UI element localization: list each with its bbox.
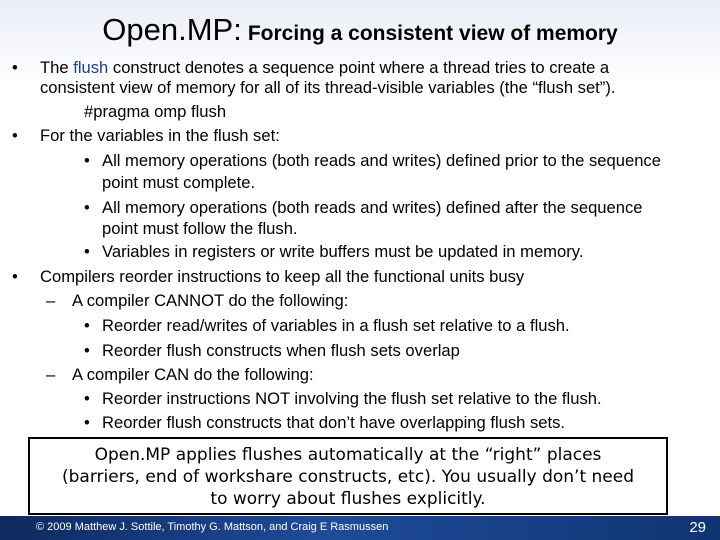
cannot-heading: A compiler CANNOT do the following:: [72, 291, 349, 310]
cannot-item-2: Reorder flush constructs when flush sets overlap: [102, 341, 460, 360]
can-heading: A compiler CAN do the following:: [72, 365, 314, 384]
sub-bullet-2-line-1: All memory operations (both reads and writes) defined after the sequence: [102, 198, 643, 217]
sub-bullet-3: Variables in registers or write buffers must be updated in memory.: [102, 242, 584, 261]
title-subtitle: Forcing a consistent view of memory: [247, 22, 618, 45]
sub-bullet-2-line-2: point must follow the flush.: [102, 219, 298, 238]
sub-bullet-marker: •: [84, 242, 90, 261]
bullet-marker: •: [12, 126, 18, 145]
callout-line-2: (barriers, end of workshare constructs, etc). You usually don’t need: [62, 467, 634, 487]
slide-title: [0, 12, 720, 48]
pragma-code: #pragma omp flush: [84, 102, 227, 121]
can-item-2: Reorder flush constructs that don’t have overlapping flush sets.: [102, 413, 566, 432]
cannot-item-1: Reorder read/writes of variables in a flush set relative to a flush.: [102, 316, 570, 335]
page-number: 29: [689, 519, 706, 536]
bullet-1-rest: construct denotes a sequence point where a thread tries to create a: [108, 58, 610, 77]
title-main: Open.MP:: [102, 12, 242, 47]
can-item-1: Reorder instructions NOT involving the flush set relative to the flush.: [102, 389, 602, 408]
bullet-1-line-1: [40, 58, 609, 78]
dash-marker: –: [46, 365, 56, 384]
bullet-marker: •: [12, 267, 18, 286]
callout-box: [28, 437, 668, 515]
bullet-2-text: For the variables in the flush set:: [40, 126, 280, 145]
sub-bullet-marker: •: [84, 341, 90, 360]
flush-keyword: flush: [73, 58, 109, 77]
callout-line-1: Open.MP applies flushes automatically at the “right” places: [94, 445, 602, 465]
sub-bullet-marker: •: [84, 151, 90, 170]
sub-bullet-1-line-1: All memory operations (both reads and writes) defined prior to the sequence: [102, 151, 661, 170]
bullet-1-line-2: consistent view of memory for all of its thread-visible variables (the “flush set”).: [40, 78, 616, 97]
dash-marker: –: [46, 291, 56, 310]
bullet-3-text: Compilers reorder instructions to keep all the functional units busy: [40, 267, 525, 286]
sub-bullet-marker: •: [84, 198, 90, 217]
bullet-marker: •: [12, 58, 18, 77]
footer-copyright: © 2009 Matthew J. Sottile, Timothy G. Mattson, and Craig E Rasmussen: [36, 521, 389, 533]
bullet-1-prefix: The: [40, 58, 74, 77]
sub-bullet-1-line-2: point must complete.: [102, 173, 256, 192]
sub-bullet-marker: •: [84, 316, 90, 335]
footer-bar: [0, 516, 720, 540]
callout-line-3: to worry about flushes explicitly.: [210, 489, 486, 509]
sub-bullet-marker: •: [84, 389, 90, 408]
sub-bullet-marker: •: [84, 413, 90, 432]
